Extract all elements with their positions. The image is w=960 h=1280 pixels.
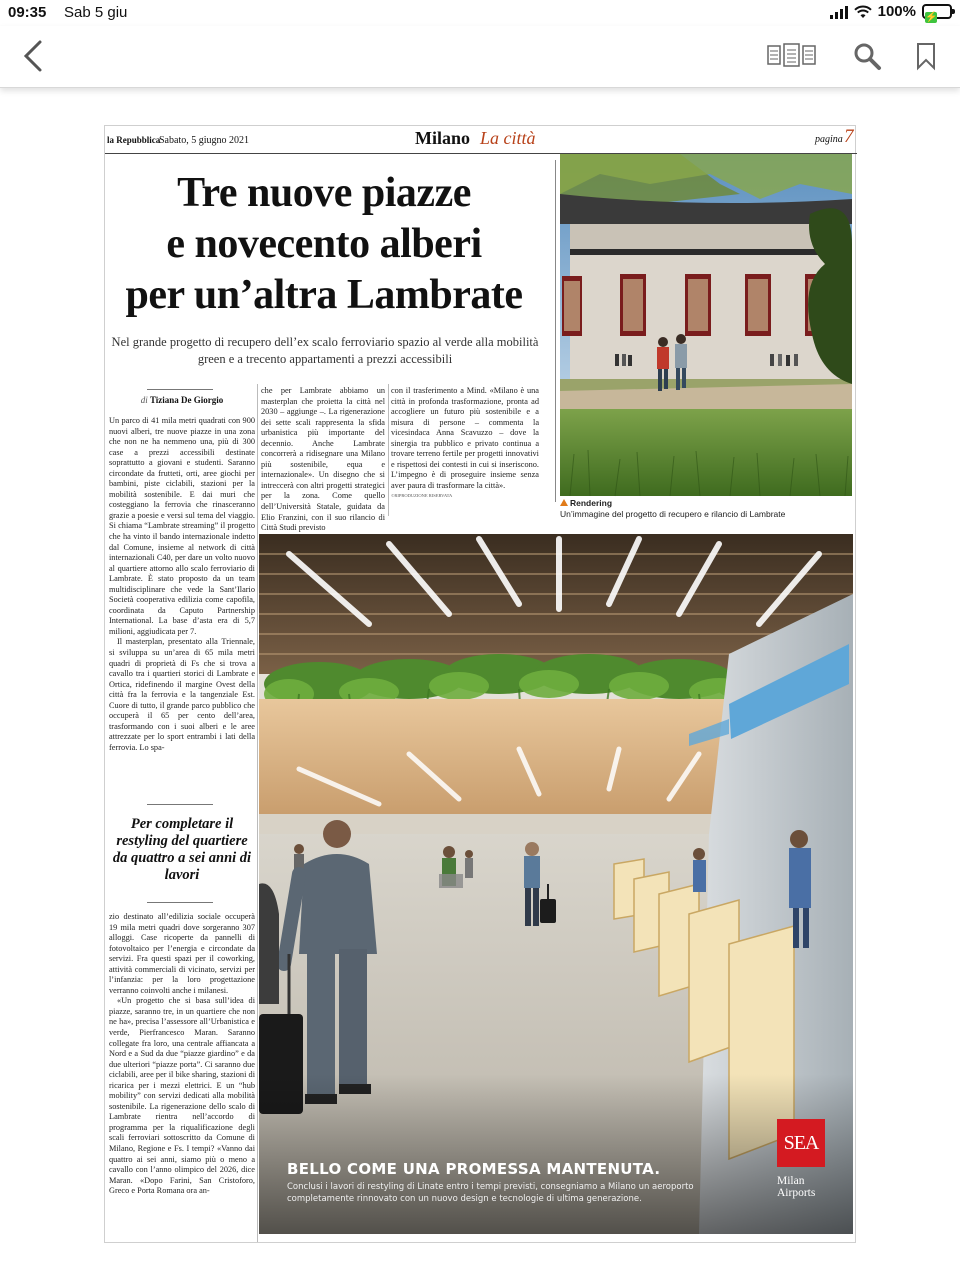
sea-logo: SEA <box>777 1119 825 1167</box>
milan-airports-logo <box>777 1175 815 1199</box>
back-button[interactable] <box>18 38 52 74</box>
reader-toolbar <box>0 26 960 88</box>
battery-percent: 100% <box>877 3 916 20</box>
cellular-signal-icon <box>830 5 848 19</box>
article-column <box>109 912 255 1242</box>
headline-line: Tre nuove piazze <box>177 170 471 216</box>
search-icon <box>852 40 882 72</box>
byline-rule <box>147 389 213 390</box>
bookmark-icon <box>914 40 938 72</box>
pullquote-rule <box>147 902 213 903</box>
clock: 09:35 <box>8 4 47 21</box>
byline <box>109 395 255 405</box>
article-column <box>391 386 539 514</box>
search-button[interactable] <box>852 40 882 72</box>
photo-caption <box>560 498 852 520</box>
column-divider <box>555 160 556 502</box>
article-paragraph: che per Lambrate abbiamo un masterplan che proietta la città nel 2030 – aggiunge –. La rigenerazione dei sette scali rappresenta la sfida urbanistica più importante del decennio. Anche Lambrate concorrerà a ridisegnare una Milano più sostenibile, equa e internazionale». Un disegno che si intreccerà con altri progetti strategici per la zona. Come quello dell’Università Statale, guidata da Elio Franzini, con il suo rilancio di Città Studi previsto <box>261 386 385 533</box>
lambrate-rendering-photo <box>560 154 852 496</box>
chevron-left-icon <box>18 38 52 74</box>
sea-advertisement <box>259 534 853 1234</box>
section-subtitle: La città <box>480 128 536 148</box>
issue-date: Sabato, 5 giugno 2021 <box>159 135 249 146</box>
article-paragraph: «Un progetto che si basa sull’idea di piazze, saranno tre, in un quartiere che non ne ha», precisa l’assessore all’Urbanistica e verde, Pierfrancesco Maran. Saranno collegate fra loro, una centrale affiancata a Nord e a Sud da due “piazze giardino” e da due ulteriori “piazze porta”. Ci saranno due ciclabili, aree per il bike sharing, stazioni di ricarica per i mezzi elettrici. E un “hub mobility” con servizi dedicati alla mobilità sostenibile. La rigenerazione dello scalo di Lambrate rientra nell’accordo di programma per la riqualificazione degli scali ferroviari sottoscritto da Comune di Milano, Regione e Fs. I tempi? «Vanno dai quattro ai sei anni, siamo più o meno a cavallo con l’anno olimpico del 2026, dice Maran. «Dopo Farini, San Cristoforo, Greco e Porta Romana ora an- <box>109 996 255 1196</box>
status-indicators <box>830 3 952 23</box>
headline-line: per un’altra Lambrate <box>125 272 523 318</box>
ad-headline: BELLO COME UNA PROMESSA MANTENUTA. <box>287 1160 661 1178</box>
logo-line: Milan <box>777 1175 805 1187</box>
column-divider <box>257 384 258 1242</box>
column-divider <box>388 384 389 516</box>
battery-icon: ⚡ <box>922 4 952 19</box>
copyright-notice: ©RIPRODUZIONE RISERVATA <box>391 493 453 499</box>
caption-title: Rendering <box>570 498 613 508</box>
ad-body: Conclusi i lavori di restyling di Linate entro i tempi previsti, consegniamo a Milano un aeroporto completamente rinnovato con un nuovo design e tecnologie di ultima generazione. <box>287 1182 694 1204</box>
article-column <box>109 416 255 794</box>
bookmark-button[interactable] <box>914 40 938 72</box>
page-view-button[interactable] <box>766 40 818 72</box>
caption-text: Un’immagine del progetto di recupero e rilancio di Lambrate <box>560 509 786 519</box>
article-paragraph: zio destinato all’edilizia sociale occuperà 19 mila metri quadri dove sorgeranno 307 alloggi. Case ricoperte da pannelli di fotovoltaico per l’energia e circondate da servizi. Fra questi spazi per il coworking, attività commerciali di vicinato, servizi per l’infanzia: per la loro progettazione verranno coinvolti anche i milanesi. <box>109 912 255 995</box>
airport-terminal-image <box>259 534 853 1234</box>
newspaper-brand: la Repubblica <box>107 135 161 145</box>
article-column <box>261 386 385 533</box>
wifi-icon <box>854 5 872 19</box>
article-paragraph: Il masterplan, presentato alla Triennale, si sviluppa su un’area di 65 mila metri quadri di proprietà di Fs che si trova a cavallo tra i quartieri storici di Lambrate e Ortica, ridefinendo il margine Ovest della città fra la ferrovia e la tangenziale Est. Cuore di tutto, il grande parco pubblico che occuperà il 65 per cento dell’area, trasformando con i suoi alberi e le aree attrezzate per lo sport entrambi i lati della ferrovia. Lo spa- <box>109 637 255 752</box>
pull-quote: Per completare il restyling del quartiere da quattro a sei anni di lavori <box>112 816 252 883</box>
caption-triangle-icon <box>560 499 568 506</box>
byline-author: Tiziana De Giorgio <box>149 395 224 405</box>
headline-line: e novecento alberi <box>166 221 482 267</box>
status-date: Sab 5 giu <box>64 4 128 21</box>
byline-prefix: di <box>140 395 148 405</box>
masthead <box>105 126 857 154</box>
article-paragraph: Un parco di 41 mila metri quadrati con 900 nuovi alberi, tre nuove piazze in una zona che non ne ha nemmeno una, più di 300 case a prezzi accessibili destinate soprattutto a giovani e studenti. Saranno circondate da frutteti, orti, aree giochi per bambini, piste ciclabili, stazioni per la mobilità sostenibile. E dai muri che costeggiano la ferrovia che rinasceranno grazie a poesie e versi sul tema del viaggio. Si chiama “Lambrate streaming” il progetto che ha vinto il bando internazionale indetto dal Comune, insieme al network di città internazionali C40, per dare un volto nuovo al quartiere attorno allo scalo ferroviario di Lambrate. È stato proposto da un team multidisciplinare che vede la Sant’Ilario Società cooperativa edilizia come capofila, coordinata da Caputo Partnership International. La base d’asta era di 5,7 milioni, aggiudicata per 7. <box>109 416 255 636</box>
status-bar <box>0 0 960 26</box>
article-standfirst: Nel grande progetto di recupero dell’ex scalo ferroviario spazio al verde alla mobilità green e a trecento appartamenti a prezzi accessibili <box>111 335 539 366</box>
page-view-icon <box>766 40 818 72</box>
page-number: 7 <box>844 126 854 147</box>
page-label: pagina <box>815 134 843 145</box>
pullquote-rule <box>147 804 213 805</box>
article-headline <box>109 168 539 321</box>
logo-line: Airports <box>777 1187 816 1199</box>
newspaper-page <box>104 125 856 1243</box>
section-name: Milano <box>415 128 471 148</box>
article-paragraph: con il trasferimento a Mind. «Milano è una città in profonda trasformazione, pronta ad accogliere un futuro più sostenibile e a misura di persone – commenta la vicesindaca Anna Scavuzzo – dove la sinergia tra pubblico e privato continua a trovare terreno fertile per progetti innovativi e rispettosi dei contesti in cui si inseriscono. L’impegno è di proseguire insieme senza aver paura di trasformare la città». <box>391 386 539 490</box>
